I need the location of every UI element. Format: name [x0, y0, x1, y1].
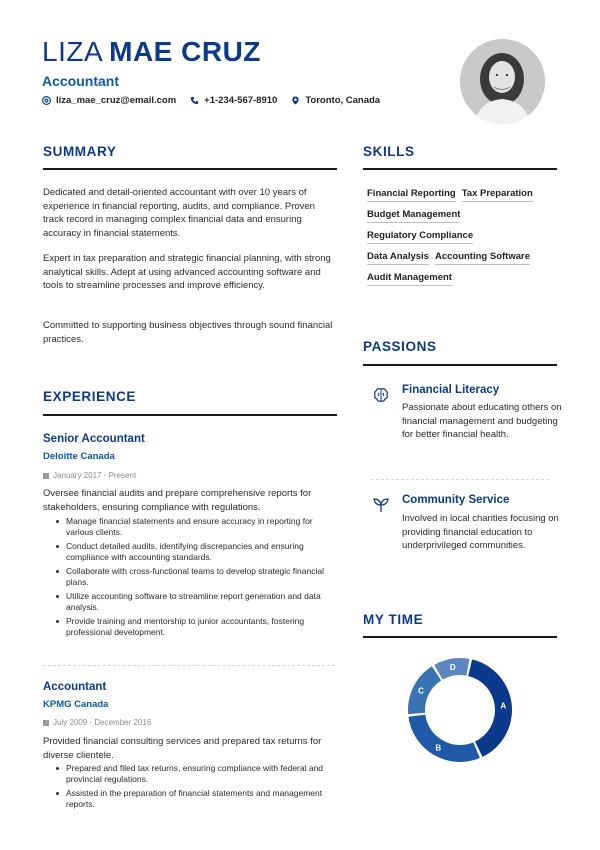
phone-icon	[190, 96, 199, 105]
list-item: Assisted in the preparation of financial statements and management reports.	[66, 788, 340, 810]
job-dates-text-2: July 2009 - December 2016	[53, 718, 152, 727]
skill-row	[367, 230, 562, 244]
phone-text: +1-234-567-8910	[204, 95, 278, 106]
passion-desc-1: Passionate about educating others on financial management and budgeting for better financial health.	[402, 402, 562, 440]
donut-slice-b	[408, 715, 479, 762]
skill-tag: Accounting Software	[435, 251, 530, 265]
skills-heading: SKILLS	[363, 144, 415, 159]
my-time-heading: MY TIME	[363, 612, 424, 627]
donut-label-d: D	[449, 663, 456, 673]
passion-title-1: Financial Literacy	[402, 384, 500, 396]
location-text: Toronto, Canada	[305, 95, 381, 106]
skill-tag: Budget Management	[367, 209, 460, 223]
job-dates-1	[43, 471, 136, 480]
skill-tag: Data Analysis	[367, 251, 429, 265]
list-item: Collaborate with cross-functional teams to develop strategic financial plans.	[66, 566, 340, 588]
skill-row	[367, 272, 562, 286]
experience-heading: EXPERIENCE	[43, 389, 137, 404]
company-1: Deloitte Canada	[43, 451, 115, 462]
job-role: Accountant	[42, 73, 119, 89]
skills-list	[367, 188, 562, 293]
job-separator	[43, 665, 335, 666]
donut-label-b: B	[435, 743, 442, 753]
passion-desc-2: Involved in local charities focusing on providing financial education to underprivileged communities.	[402, 513, 559, 551]
job-bullets-2	[66, 763, 340, 813]
skill-tag: Regulatory Compliance	[367, 230, 473, 244]
skill-row	[367, 251, 562, 265]
list-item: Conduct detailed audits, identifying discrepancies and ensuring compliance with accounting standards.	[66, 541, 340, 563]
list-item: Prepared and filed tax returns, ensuring compliance with federal and provincial regulations.	[66, 763, 340, 785]
summary-paragraph-2: Expert in tax preparation and strategic financial planning, with strong analytical skills. Adept at using advanced accounting software and tools to streamline processes and improve efficiency.	[43, 253, 331, 291]
first-name: LIZA	[42, 36, 104, 67]
at-sign-icon	[42, 96, 51, 105]
profile-photo	[460, 39, 545, 124]
passions-heading: PASSIONS	[363, 339, 437, 354]
location-contact	[291, 95, 380, 106]
location-pin-icon	[291, 96, 300, 105]
passion-separator	[371, 479, 549, 480]
donut-label-c: C	[418, 686, 424, 696]
experience-divider	[43, 414, 337, 416]
job-title-1: Senior Accountant	[43, 433, 145, 445]
skill-tag: Tax Preparation	[462, 188, 533, 202]
last-name: MAE CRUZ	[109, 36, 261, 67]
donut-label-a: A	[500, 701, 507, 711]
job-dates-text-1: January 2017 - Present	[53, 471, 137, 480]
skill-tag: Financial Reporting	[367, 188, 456, 202]
skill-row	[367, 188, 562, 202]
summary-heading: SUMMARY	[43, 144, 117, 159]
sprout-icon	[372, 496, 390, 514]
email-contact[interactable]	[42, 95, 176, 106]
brain-icon	[372, 386, 390, 404]
job-dates-2	[43, 718, 151, 727]
passions-divider	[363, 364, 557, 366]
summary-paragraph-3: Committed to supporting business objectives through sound financial practices.	[43, 320, 333, 345]
job-bullets-1	[66, 516, 340, 641]
calendar-icon	[43, 720, 49, 726]
list-item: Provide training and mentorship to junior accountants, fostering professional development.	[66, 616, 340, 638]
skill-row	[367, 209, 562, 223]
summary-divider	[43, 168, 337, 170]
skills-divider	[363, 168, 557, 170]
calendar-icon	[43, 473, 49, 479]
summary-paragraph-1: Dedicated and detail-oriented accountant with over 10 years of experience in financial reporting, audits, and compliance. Proven track record in managing complex financial data and ensuring accuracy in financial statements.	[43, 187, 315, 239]
job-summary-2: Provided financial consulting services and prepared tax returns for diverse clientele.	[43, 736, 322, 761]
list-item: Utilize accounting software to streamline report generation and data analysis.	[66, 591, 340, 613]
passion-title-2: Community Service	[402, 494, 510, 506]
company-2: KPMG Canada	[43, 699, 109, 710]
job-title-2: Accountant	[43, 681, 107, 693]
email-text: liza_mae_cruz@email.com	[56, 95, 177, 106]
donut-slice-c	[408, 666, 441, 714]
my-time-divider	[363, 636, 557, 638]
contact-info	[42, 95, 380, 106]
skill-tag: Audit Management	[367, 272, 452, 286]
candidate-name	[42, 36, 261, 68]
my-time-donut-chart	[405, 655, 515, 765]
phone-contact[interactable]	[190, 95, 277, 106]
list-item: Manage financial statements and ensure accuracy in reporting for various clients.	[66, 516, 340, 538]
job-summary-1: Oversee financial audits and prepare comprehensive reports for stakeholders, ensuring compliance with regulations.	[43, 488, 312, 513]
